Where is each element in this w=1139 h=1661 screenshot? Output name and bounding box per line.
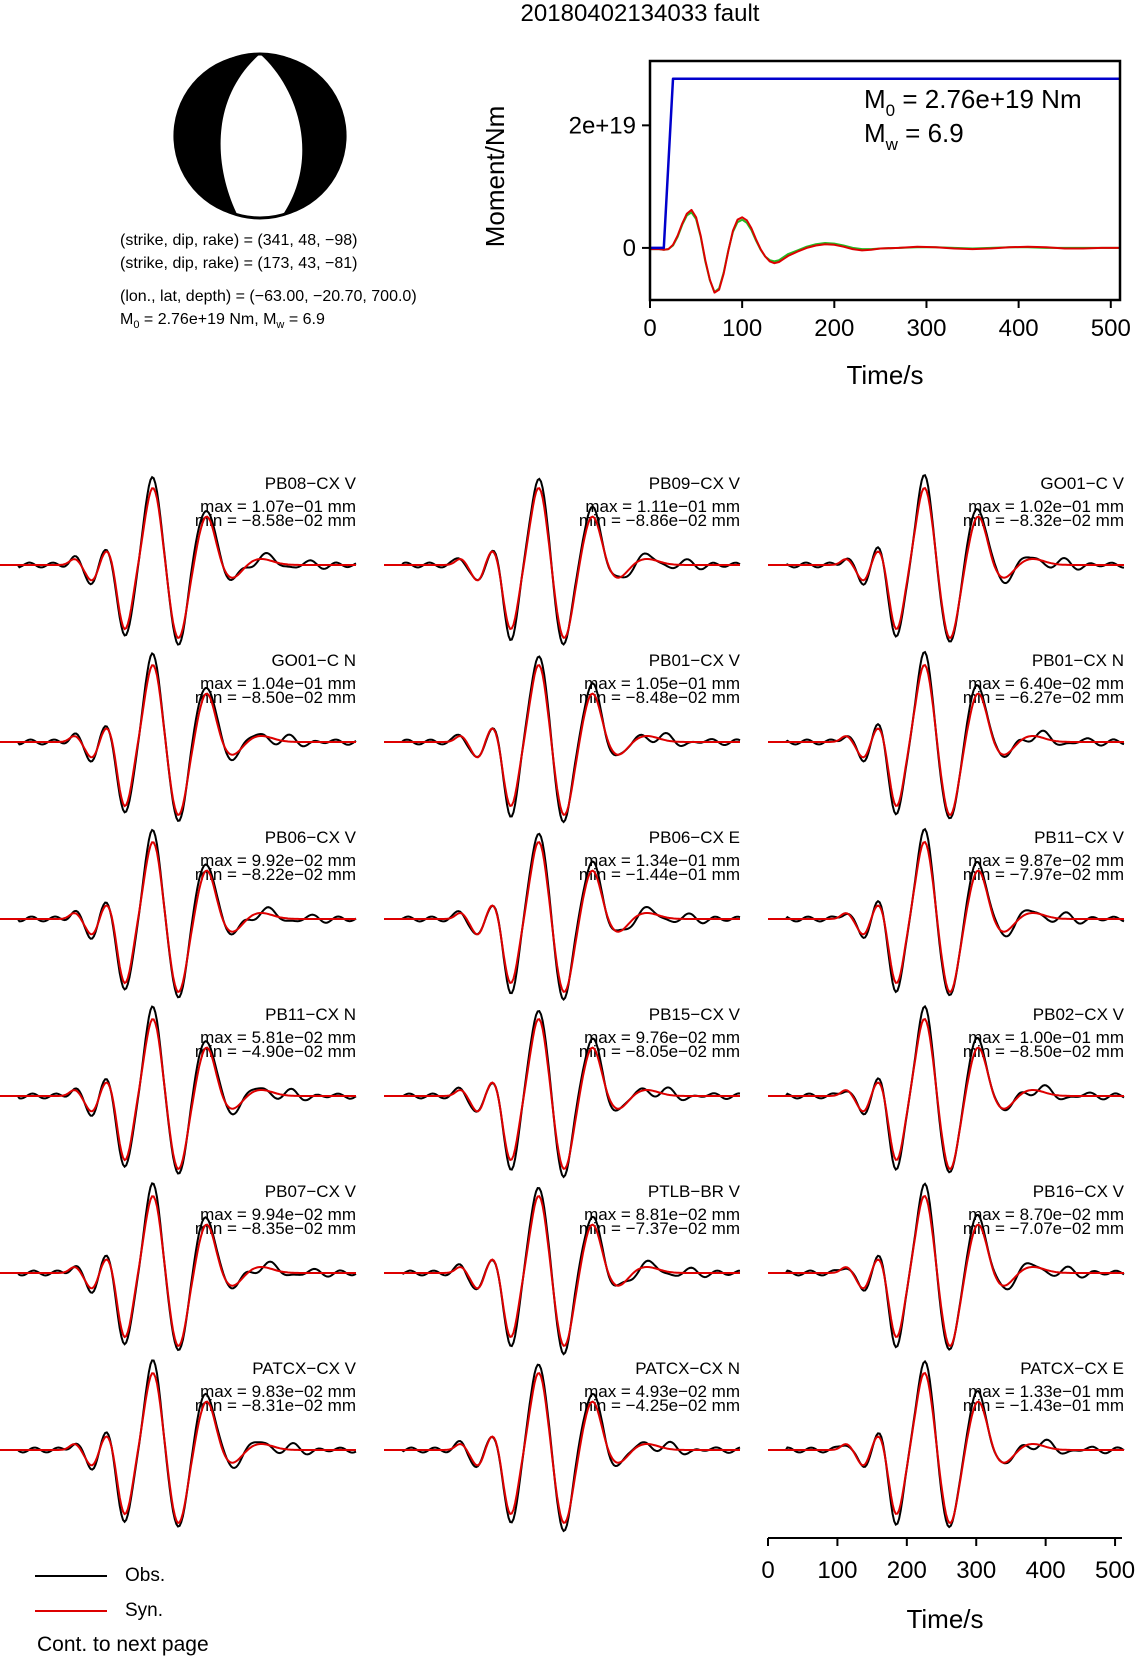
station-name-label: PB06−CX V: [264, 828, 356, 847]
waveform-panel: [768, 474, 1125, 641]
magnitude-line: $M_0 = 2.76e+19$ Nm, $M_w = 6.9$: [120, 311, 325, 332]
min-amplitude-label: min = −8.50e−02 mm: [194, 688, 356, 707]
min-amplitude-label: min = −8.35e−02 mm: [194, 1219, 356, 1238]
max-amplitude-label: max = 1.11e−01 mm: [585, 497, 740, 516]
max-amplitude-label: max = 8.81e−02 mm: [584, 1205, 740, 1224]
max-amplitude-label: max = 9.76e−02 mm: [584, 1028, 740, 1047]
waveform-panels: [0, 470, 1139, 1660]
waveform-x-tick-label: 0: [761, 1557, 775, 1584]
station-name-label: PB11−CX V: [1034, 828, 1124, 847]
waveform-panel: [0, 1182, 357, 1350]
stf-y-tick-label: 0: [622, 234, 636, 262]
legend-obs-label: Obs.: [125, 1565, 166, 1586]
stf-m0-annotation: $M_0 = 2.76e+19$ Nm: [864, 84, 1082, 120]
waveform-panel: [768, 828, 1125, 995]
source-time-function-chart: [480, 45, 1139, 405]
max-amplitude-label: max = 1.33e−01 mm: [968, 1382, 1124, 1401]
station-name-label: PATCX−CX N: [635, 1359, 740, 1378]
waveform-panel: [0, 1005, 356, 1174]
waveform-panel: [384, 474, 741, 644]
stf-x-tick-label: 100: [722, 315, 763, 342]
stf-x-tick-label: 200: [814, 315, 855, 342]
max-amplitude-label: max = 1.07e−01 mm: [200, 497, 356, 516]
max-amplitude-label: max = 9.83e−02 mm: [200, 1382, 356, 1401]
legend-syn-label: Syn.: [125, 1600, 164, 1621]
stf-mw-annotation: $M_w = 6.9$: [864, 118, 964, 154]
min-amplitude-label: min = −7.07e−02 mm: [962, 1219, 1124, 1238]
waveform-panel: [384, 651, 741, 822]
min-amplitude-label: min = −8.31e−02 mm: [194, 1396, 356, 1415]
station-name-label: PB16−CX V: [1032, 1182, 1124, 1201]
min-amplitude-label: min = −8.22e−02 mm: [194, 865, 356, 884]
min-amplitude-label: min = −1.44e−01 mm: [578, 865, 740, 884]
station-name-label: PB06−CX E: [648, 828, 740, 847]
max-amplitude-label: max = 1.04e−01 mm: [200, 674, 356, 693]
max-amplitude-label: max = 9.92e−02 mm: [200, 851, 356, 870]
nodal-plane-2: (strike, dip, rake) = (173, 43, −81): [120, 255, 358, 272]
max-amplitude-label: max = 4.93e−02 mm: [584, 1382, 740, 1401]
waveform-panel: [0, 474, 357, 645]
waveform-panel: [384, 1182, 741, 1354]
station-name-label: PB01−CX N: [1031, 651, 1124, 670]
nodal-plane-1: (strike, dip, rake) = (341, 48, −98): [120, 232, 358, 249]
waveform-x-tick-label: 300: [956, 1557, 997, 1584]
station-name-label: GO01−C N: [271, 651, 356, 670]
figure-title: 20180402134033 fault: [520, 0, 760, 27]
min-amplitude-label: min = −6.27e−02 mm: [962, 688, 1124, 707]
stf-y-axis-label: Moment/Nm: [480, 105, 510, 248]
station-name-label: PB02−CX V: [1032, 1005, 1124, 1024]
max-amplitude-label: max = 8.70e−02 mm: [968, 1205, 1124, 1224]
max-amplitude-label: max = 9.94e−02 mm: [200, 1205, 356, 1224]
waveform-panel: [768, 651, 1124, 818]
min-amplitude-label: min = −7.37e−02 mm: [578, 1219, 740, 1238]
waveform-panel: [768, 1182, 1125, 1350]
waveform-panel: [768, 1359, 1124, 1527]
waveform-panel: [384, 828, 740, 1000]
station-name-label: PATCX−CX V: [252, 1359, 356, 1378]
stf-x-tick-label: 0: [643, 315, 657, 342]
min-amplitude-label: min = −8.05e−02 mm: [578, 1042, 740, 1061]
station-name-label: PB09−CX V: [648, 474, 740, 493]
max-amplitude-label: max = 1.05e−01 mm: [584, 674, 740, 693]
station-name-label: PB08−CX V: [264, 474, 356, 493]
continuation-note: Cont. to next page: [37, 1633, 209, 1656]
stf-x-tick-label: 300: [906, 315, 947, 342]
max-amplitude-label: max = 6.40e−02 mm: [968, 674, 1124, 693]
beachball-diagram: [170, 50, 350, 222]
stf-x-tick-label: 500: [1090, 315, 1131, 342]
waveform-x-axis-label: Time/s: [906, 1604, 984, 1634]
max-amplitude-label: max = 1.00e−01 mm: [968, 1028, 1124, 1047]
min-amplitude-label: min = −8.32e−02 mm: [962, 511, 1124, 530]
min-amplitude-label: min = −8.48e−02 mm: [578, 688, 740, 707]
waveform-panel: [384, 1359, 740, 1531]
min-amplitude-label: min = −8.86e−02 mm: [578, 511, 740, 530]
max-amplitude-label: max = 1.34e−01 mm: [584, 851, 740, 870]
stf-x-tick-label: 400: [998, 315, 1039, 342]
waveform-panel: [0, 828, 357, 997]
station-name-label: PB11−CX N: [265, 1005, 356, 1024]
min-amplitude-label: min = −8.50e−02 mm: [962, 1042, 1124, 1061]
min-amplitude-label: min = −4.25e−02 mm: [578, 1396, 740, 1415]
min-amplitude-label: min = −1.43e−01 mm: [962, 1396, 1124, 1415]
waveform-x-tick-label: 500: [1095, 1557, 1136, 1584]
max-amplitude-label: max = 9.87e−02 mm: [968, 851, 1124, 870]
station-name-label: PB07−CX V: [264, 1182, 356, 1201]
max-amplitude-label: max = 5.81e−02 mm: [200, 1028, 356, 1047]
legend-lines: [35, 1566, 115, 1626]
max-amplitude-label: max = 1.02e−01 mm: [968, 497, 1124, 516]
waveform-panel: [0, 1359, 357, 1527]
station-name-label: PB15−CX V: [648, 1005, 740, 1024]
station-name-label: PATCX−CX E: [1020, 1359, 1124, 1378]
min-amplitude-label: min = −7.97e−02 mm: [962, 865, 1124, 884]
hypocenter-location: (lon., lat, depth) = (−63.00, −20.70, 700.0): [120, 288, 417, 305]
waveform-x-tick-label: 400: [1025, 1557, 1066, 1584]
waveform-x-tick-label: 200: [886, 1557, 927, 1584]
waveform-panel: [0, 651, 356, 821]
station-name-label: GO01−C V: [1040, 474, 1124, 493]
stf-y-tick-label: 2e+19: [568, 112, 636, 140]
min-amplitude-label: min = −8.58e−02 mm: [194, 511, 356, 530]
stf-x-axis-label: Time/s: [846, 360, 924, 390]
waveform-panel: [768, 1005, 1125, 1172]
waveform-x-tick-label: 100: [817, 1557, 858, 1584]
min-amplitude-label: min = −4.90e−02 mm: [194, 1042, 356, 1061]
waveform-panel: [384, 1005, 741, 1177]
moment-rate-green-line: [650, 212, 1120, 292]
station-name-label: PTLB−BR V: [647, 1182, 740, 1201]
station-name-label: PB01−CX V: [648, 651, 740, 670]
